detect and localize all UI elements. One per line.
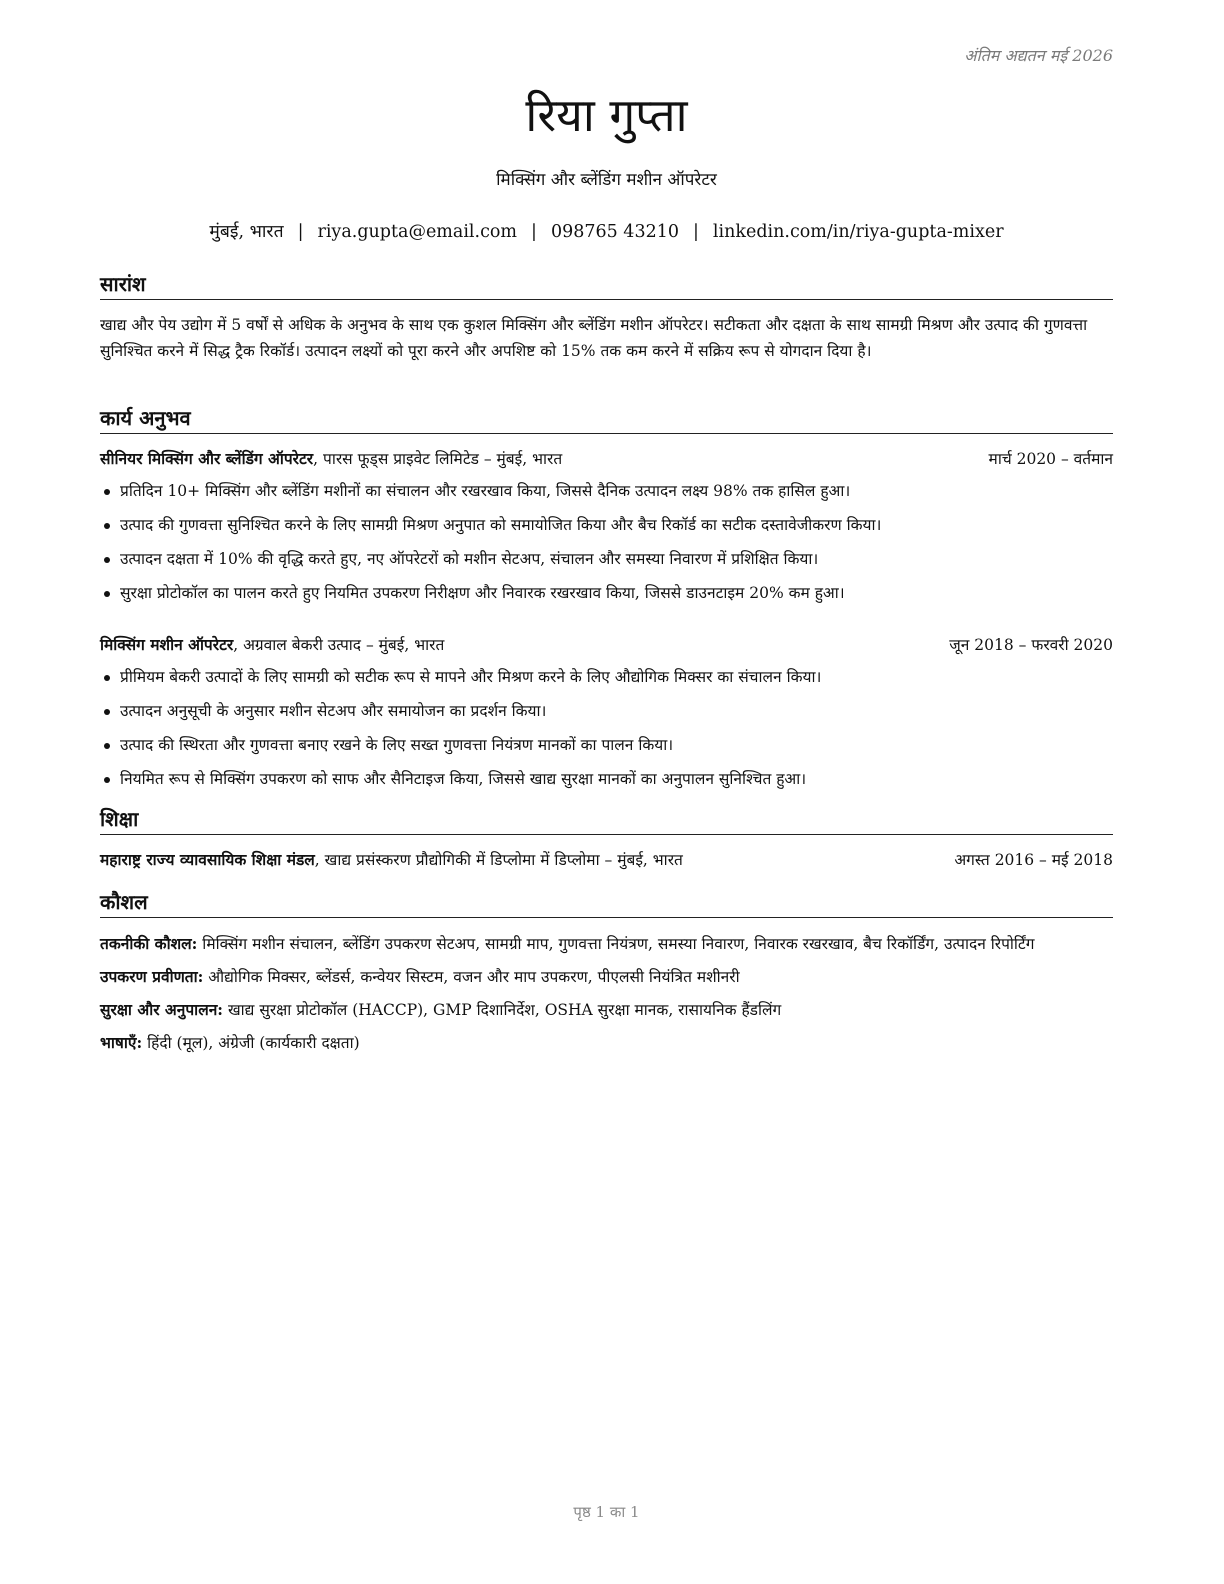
job-bullet: उत्पाद की स्थिरता और गुणवत्ता बनाए रखने के लिए सख्त गुणवत्ता नियंत्रण मानकों का पालन किया। [100, 728, 1113, 762]
skills-list [100, 932, 1113, 1055]
skill-value: मिक्सिंग मशीन संचालन, ब्लेंडिंग उपकरण सेटअप, सामग्री माप, गुणवत्ता नियंत्रण, समस्या निवारण, निवारक रखरखाव, बैच रिकॉर्डिंग, उत्पादन रिपोर्टिंग [197, 935, 1035, 953]
resume-page [100, 0, 1113, 1584]
skill-label: उपकरण प्रवीणता: [100, 967, 204, 986]
job-company: , पारस फूड्स प्राइवेट लिमिटेड – मुंबई, भारत [313, 450, 563, 468]
education-line [100, 847, 683, 873]
job-position: सीनियर मिक्सिंग और ब्लेंडिंग ऑपरेटर [100, 449, 314, 468]
contact-linkedin[interactable]: linkedin.com/in/riya-gupta-mixer [712, 222, 1004, 242]
contact-location: मुंबई, भारत [209, 222, 284, 242]
contact-phone: 098765 43210 [550, 222, 679, 242]
job-bullet: उत्पादन अनुसूची के अनुसार मशीन सेटअप और समायोजन का प्रदर्शन किया। [100, 694, 1113, 728]
summary-section [100, 270, 1113, 364]
skill-value: औद्योगिक मिक्सर, ब्लेंडर्स, कन्वेयर सिस्टम, वजन और माप उपकरण, पीएलसी नियंत्रित मशीनरी [203, 968, 740, 986]
job-entry [100, 446, 1113, 610]
contact-separator: | [692, 222, 699, 242]
last-updated: अंतिम अद्यतन मई 2026 [964, 46, 1113, 65]
education-heading: शिक्षा [100, 805, 1113, 835]
skill-label: तकनीकी कौशल: [100, 934, 198, 953]
job-title-line [100, 446, 562, 472]
experience-section [100, 404, 1113, 796]
summary-heading: सारांश [100, 270, 1113, 300]
job-position: मिक्सिंग मशीन ऑपरेटर [100, 635, 234, 654]
job-title-line [100, 632, 444, 658]
education-dates: अगस्त 2016 – मई 2018 [954, 851, 1113, 869]
job-header [100, 446, 1113, 472]
job-dates: मार्च 2020 – वर्तमान [988, 450, 1113, 468]
contact-email[interactable]: riya.gupta@email.com [317, 222, 518, 242]
skill-row [100, 932, 1113, 956]
job-company: , अग्रवाल बेकरी उत्पाद – मुंबई, भारत [233, 636, 445, 654]
skill-row [100, 965, 1113, 989]
skill-label: सुरक्षा और अनुपालन: [100, 1000, 224, 1019]
skill-label: भाषाएँ: [100, 1033, 143, 1052]
contact-line [100, 220, 1113, 244]
job-bullet: उत्पादन दक्षता में 10% की वृद्धि करते हुए, नए ऑपरेटरों को मशीन सेटअप, संचालन और समस्या निवारण में प्रशिक्षित किया। [100, 542, 1113, 576]
skill-row [100, 1031, 1113, 1055]
job-bullet: प्रतिदिन 10+ मिक्सिंग और ब्लेंडिंग मशीनों का संचालन और रखरखाव किया, जिससे दैनिक उत्पादन लक्ष्य 98% तक हासिल हुआ। [100, 474, 1113, 508]
summary-text: खाद्य और पेय उद्योग में 5 वर्षों से अधिक के अनुभव के साथ एक कुशल मिक्सिंग और ब्लेंडिंग मशीन ऑपरेटर। सटीकता और दक्षता के साथ सामग्री मिश्रण और उत्पाद की गुणवत्ता सुनिश्चित करने में सिद्ध ट्रैक रिकॉर्ड। उत्पादन लक्ष्यों को पूरा करने और अपशिष्ट को 15% तक कम करने में सक्रिय रूप से योगदान दिया है। [100, 316, 1088, 360]
skill-value: खाद्य सुरक्षा प्रोटोकॉल (HACCP), GMP दिशानिर्देश, OSHA सुरक्षा मानक, रासायनिक हैंडलिंग [223, 1001, 782, 1019]
job-bullet: प्रीमियम बेकरी उत्पादों के लिए सामग्री को सटीक रूप से मापने और मिश्रण करने के लिए औद्योगिक मिक्सर का संचालन किया। [100, 660, 1113, 694]
education-section [100, 805, 1113, 873]
skills-heading: कौशल [100, 888, 1113, 918]
skills-section [100, 888, 1113, 1064]
skill-value: हिंदी (मूल), अंग्रेजी (कार्यकारी दक्षता) [142, 1034, 360, 1052]
page-number: पृष्ठ 1 का 1 [573, 1503, 640, 1521]
candidate-name: रिया गुप्ता [525, 88, 688, 142]
contact-separator: | [297, 222, 304, 242]
contact-separator: | [531, 222, 537, 242]
job-header [100, 632, 1113, 658]
job-bullet: उत्पाद की गुणवत्ता सुनिश्चित करने के लिए सामग्री मिश्रण अनुपात को समायोजित किया और बैच रिकॉर्ड का सटीक दस्तावेजीकरण किया। [100, 508, 1113, 542]
candidate-role: मिक्सिंग और ब्लेंडिंग मशीन ऑपरेटर [496, 170, 717, 190]
job-entry [100, 632, 1113, 796]
education-institution: महाराष्ट्र राज्य व्यावसायिक शिक्षा मंडल [100, 850, 315, 869]
experience-heading: कार्य अनुभव [100, 404, 1113, 434]
education-details: , खाद्य प्रसंस्करण प्रौद्योगिकी में डिप्लोमा में डिप्लोमा – मुंबई, भारत [314, 851, 683, 869]
education-entry [100, 847, 1113, 873]
job-dates: जून 2018 – फरवरी 2020 [949, 636, 1113, 654]
skill-row [100, 998, 1113, 1022]
job-bullets [100, 660, 1113, 796]
job-bullet: नियमित रूप से मिक्सिंग उपकरण को साफ और सैनिटाइज किया, जिससे खाद्य सुरक्षा मानकों का अनुपालन सुनिश्चित हुआ। [100, 762, 1113, 796]
job-bullet: सुरक्षा प्रोटोकॉल का पालन करते हुए नियमित उपकरण निरीक्षण और निवारक रखरखाव किया, जिससे डाउनटाइम 20% कम हुआ। [100, 576, 1113, 610]
job-bullets [100, 474, 1113, 610]
